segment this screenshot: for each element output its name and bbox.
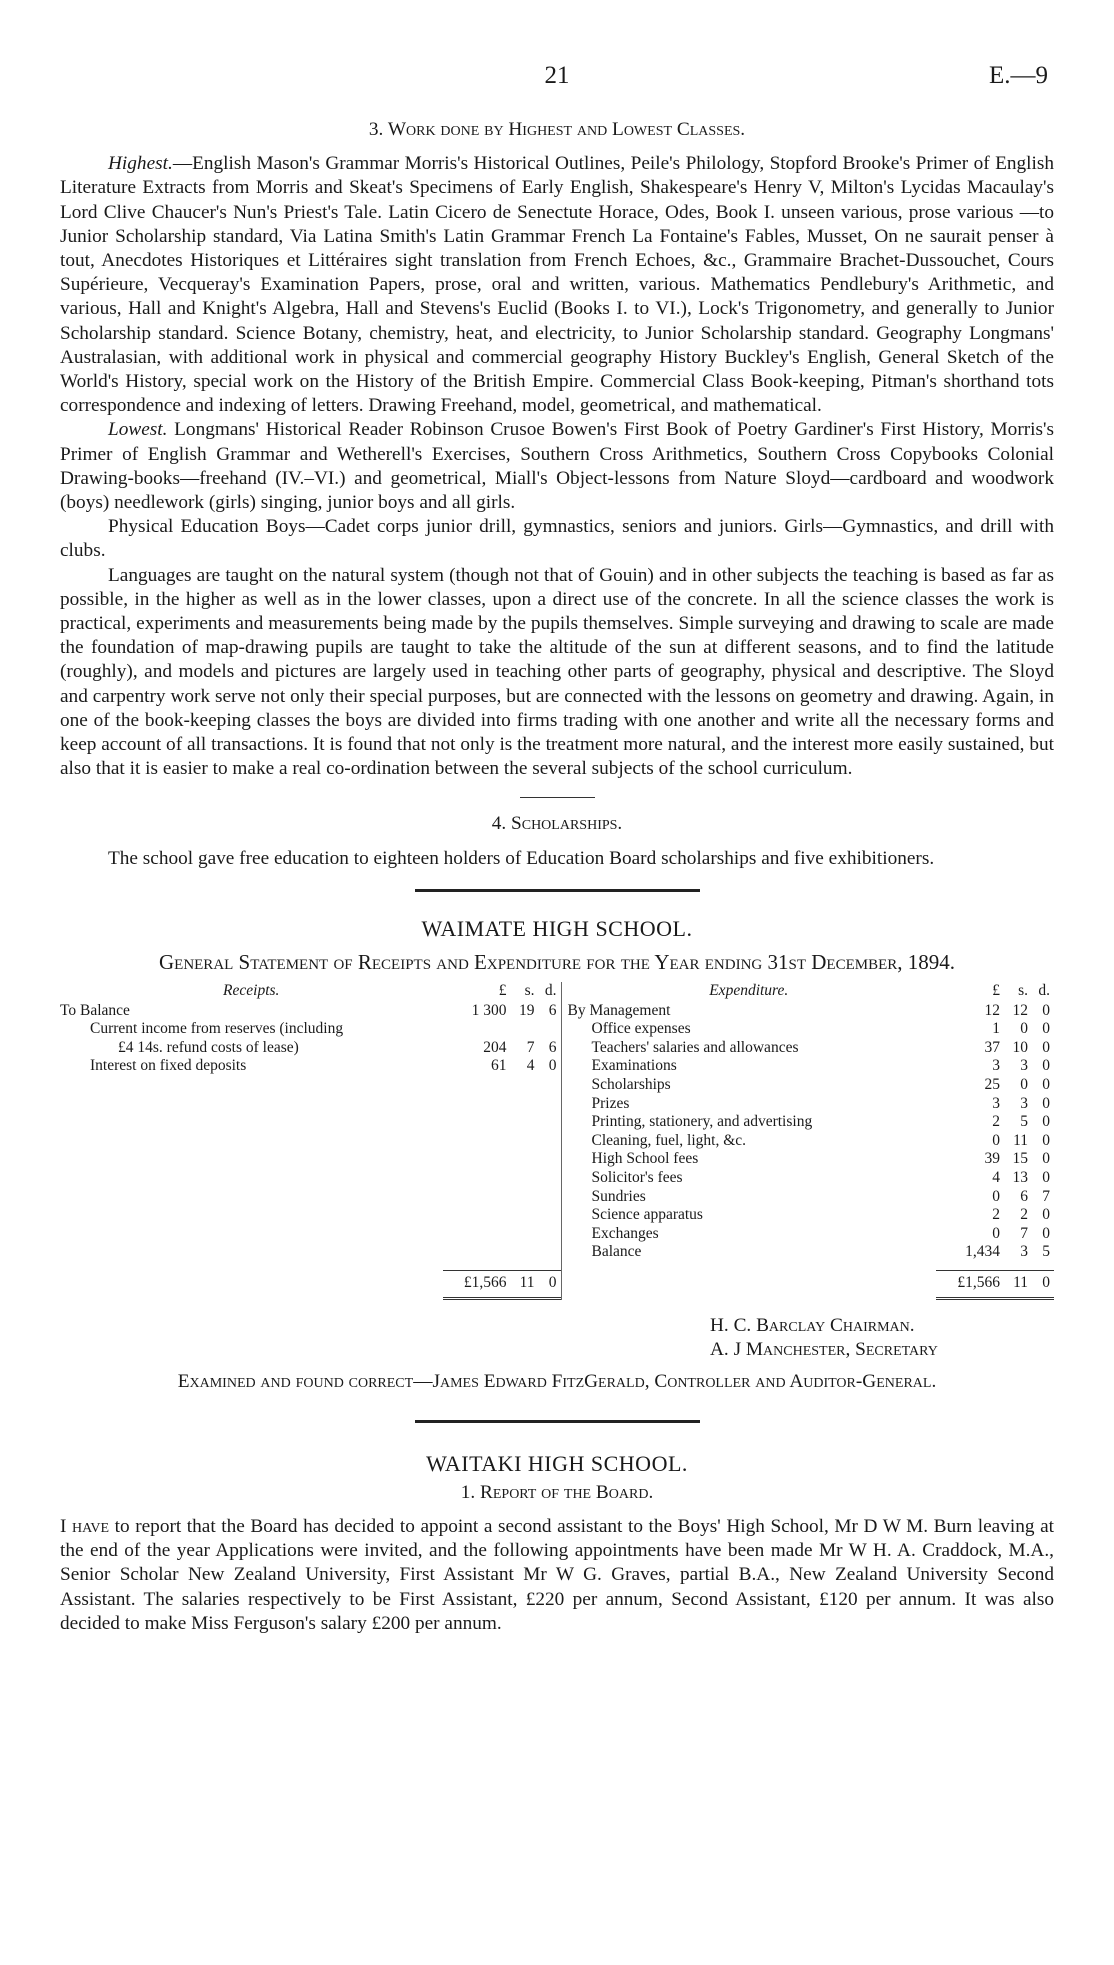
expenditure-row — [562, 1113, 1055, 1132]
expenditure-shilling: 12 — [1012, 1001, 1028, 1019]
receipt-shilling — [507, 1020, 535, 1039]
expenditure-pence: 0 — [1042, 1206, 1050, 1224]
expenditure-row — [562, 1095, 1055, 1114]
expenditure-desc: Balance — [591, 1243, 642, 1261]
receipts-column — [60, 982, 561, 1300]
pound-header: £ — [498, 982, 507, 1000]
expenditure-desc: Scholarships — [591, 1076, 671, 1094]
expenditure-amount — [936, 1188, 1054, 1207]
expenditure-desc: Exchanges — [591, 1224, 659, 1242]
expenditure-shilling: 0 — [1020, 1020, 1028, 1038]
expenditure-desc: Sundries — [591, 1187, 646, 1205]
page-header — [60, 62, 1054, 98]
receipt-row — [60, 1002, 561, 1021]
receipts-total-pence: 0 — [548, 1274, 557, 1291]
expenditure-row — [562, 1002, 1055, 1021]
receipt-amount — [443, 1039, 561, 1058]
receipt-row — [60, 1039, 561, 1058]
receipt-shilling: 4 — [526, 1057, 535, 1075]
expenditure-shilling: 2 — [1020, 1206, 1028, 1224]
receipt-desc: Interest on fixed deposits — [90, 1057, 247, 1075]
receipt-desc: To Balance — [60, 1001, 130, 1019]
expenditure-shilling: 15 — [1012, 1150, 1028, 1168]
scholarships-paragraph: The school gave free education to eighteen holders of Education Board scholarships and five exhibitioners. — [108, 847, 935, 869]
expenditure-shilling: 0 — [1020, 1076, 1028, 1094]
expenditure-shilling: 11 — [1013, 1131, 1028, 1149]
document-reference: E.—9 — [988, 62, 1048, 89]
waitaki-report-paragraph — [60, 1515, 1054, 1636]
expenditure-shilling: 3 — [1020, 1057, 1028, 1075]
expenditure-pence: 0 — [1042, 1150, 1050, 1168]
receipt-pound: 61 — [491, 1057, 507, 1075]
receipts-total-pound: £1,566 — [463, 1274, 507, 1291]
receipts-total-shilling: 11 — [519, 1274, 535, 1291]
expenditure-shilling: 7 — [1020, 1224, 1028, 1242]
receipt-amount — [443, 1057, 561, 1076]
expenditure-pound: 37 — [984, 1038, 1000, 1056]
expenditure-total — [936, 1270, 1054, 1293]
expenditure-pence: 7 — [1042, 1187, 1050, 1205]
expenditure-pence: 0 — [1042, 1057, 1050, 1075]
expenditure-pound: 12 — [984, 1001, 1000, 1019]
lowest-label: Lowest. — [108, 419, 168, 441]
signatures — [710, 1314, 1054, 1362]
expenditure-amount — [936, 1057, 1054, 1076]
expenditure-amount — [936, 1020, 1054, 1039]
expenditure-shilling: 5 — [1020, 1113, 1028, 1131]
expenditure-shilling: 10 — [1012, 1038, 1028, 1056]
page-number: 21 — [544, 62, 570, 89]
receipt-amount — [443, 1002, 561, 1021]
expenditure-pence: 0 — [1042, 1076, 1050, 1094]
shilling-header: s. — [1018, 982, 1028, 1000]
expenditure-row — [562, 1225, 1055, 1244]
secretary-signature: A. J Manchester, Secretary — [710, 1338, 938, 1360]
shilling-header: s. — [524, 982, 535, 1000]
expenditure-row — [562, 1169, 1055, 1188]
expenditure-shilling: 6 — [1020, 1187, 1028, 1205]
expenditure-header — [562, 982, 1055, 1001]
waimate-title: WAIMATE HIGH SCHOOL. — [421, 915, 693, 941]
receipt-desc: Current income from reserves (including — [90, 1020, 344, 1038]
expenditure-desc: Examinations — [591, 1057, 677, 1075]
expenditure-desc: Printing, stationery, and advertising — [591, 1113, 813, 1131]
receipts-total — [443, 1270, 561, 1293]
expenditure-pence: 0 — [1042, 1038, 1050, 1056]
expenditure-row — [562, 1039, 1055, 1058]
expenditure-pound: 2 — [992, 1113, 1000, 1131]
waitaki-title: WAITAKI HIGH SCHOOL. — [426, 1450, 688, 1476]
expenditure-row — [562, 1150, 1055, 1169]
highest-text: —English Mason's Grammar Morris's Historical Outlines, Peile's Philology, Stopford Brooke's Primer of English Literature Extracts from Morris and Skeat's Specimens of Early English, Shakespeare's Henry V, Milton's Lycidas Macaulay's Lord Clive Chaucer's Nun's Priest's Tale. Latin Cicero de Senectute Horace, Odes, Book I. unseen various, prose various —to Junior Scholarship standard, Via Latina Smith's Latin Grammar French La Fontaine's Fables, Musset, On ne saurait penser à tout, Anecdotes Historiques et Littéraires sight translation from French Echoes, &c., Grammaire Brachet-Dussouchet, Cours Supérieure, Vecqueray's Examination Papers, prose, oral and written, various. Mathematics Pendlebury's Arithmetic, and various, Hall and Knight's Algebra, Hall and Stevens's Euclid (Books I. to VI.), Lock's Trigonometry, and generally to Junior Scholarship standard. Science Botany, chemistry, heat, and electricity, to Junior Scholarship standard. Geography Longmans' Australasian, with additional work in physical and commercial geography History Buckley's English, General Sketch of the World's History, special work on the History of the British Empire. Commercial Class Book-keeping, Pitman's shorthand tots correspondence and indexing of letters. Drawing Freehand, model, geometrical, and mathematical. — [60, 153, 1054, 417]
receipt-pence: 6 — [548, 1001, 557, 1019]
expenditure-desc: Science apparatus — [591, 1206, 703, 1224]
languages-paragraph: Languages are taught on the natural system (though not that of Gouin) and in other subjects the teaching is based as far as possible, in the higher as well as in the lower classes, upon a direct use of the concrete. In all the science classes the work is practical, experiments and measurements being made by the pupils themselves. Simple surveying and drawing to scale are made the foundation of map-drawing pupils are taught to take the altitude of the sun at different seasons, and to find the latitude (roughly), and models and pictures are largely used in teaching other parts of geography, physical and descriptive. The Sloyd and carpentry work serve not only their special purposes, but are connected with the lessons on geometry and drawing. Again, in one of the book-keeping classes the boys are divided into firms trading with one another and write all the necessary forms and keep account of all transactions. It is found that not only is the treatment more natural, and the interest more easily sustained, but also that it is easier to make a real co-ordination between the several subjects of the school curriculum. — [60, 564, 1054, 780]
expenditure-row — [562, 1132, 1055, 1151]
waimate-statement-title: General Statement of Receipts and Expenditure for the Year ending 31st December, 1894. — [158, 949, 955, 974]
expenditure-total-pound: £1,566 — [957, 1274, 1000, 1291]
receipt-pound: 1 300 — [471, 1001, 507, 1019]
expenditure-pence: 0 — [1042, 1169, 1050, 1187]
receipts-header — [60, 982, 561, 1001]
expenditure-pence: 0 — [1042, 1224, 1050, 1242]
expenditure-row — [562, 1243, 1055, 1262]
expenditure-row — [562, 1188, 1055, 1207]
expenditure-pence: 0 — [1042, 1094, 1050, 1112]
expenditure-desc: By Management — [567, 1001, 671, 1019]
receipt-amount — [443, 1020, 561, 1039]
expenditure-pound: 1 — [992, 1020, 1000, 1038]
expenditure-desc: Teachers' salaries and allowances — [591, 1038, 799, 1056]
expenditure-total-underline — [936, 1295, 1054, 1300]
pence-header: d. — [1038, 982, 1050, 1000]
highest-paragraph — [60, 152, 1054, 418]
receipt-shilling: 19 — [519, 1001, 535, 1019]
receipt-pence — [535, 1020, 561, 1039]
receipt-pound: 204 — [483, 1038, 507, 1056]
expenditure-pence: 0 — [1042, 1131, 1050, 1149]
expenditure-lsd-header — [936, 982, 1054, 1001]
expenditure-amount — [936, 1206, 1054, 1225]
expenditure-pound: 2 — [992, 1206, 1000, 1224]
expenditure-total-shilling: 11 — [1013, 1274, 1028, 1291]
expenditure-desc: Solicitor's fees — [591, 1169, 683, 1187]
receipt-pence: 0 — [548, 1057, 557, 1075]
expenditure-column — [561, 982, 1055, 1300]
expenditure-pound: 0 — [992, 1224, 1000, 1242]
expenditure-shilling: 3 — [1020, 1243, 1028, 1261]
receipt-pence: 6 — [548, 1038, 557, 1056]
receipt-desc: £4 14s. refund costs of lease) — [118, 1038, 299, 1056]
expenditure-amount — [936, 1076, 1054, 1095]
expenditure-pound: 3 — [992, 1057, 1000, 1075]
expenditure-pence: 0 — [1042, 1001, 1050, 1019]
page-content — [60, 118, 1054, 1636]
expenditure-amount — [936, 1132, 1054, 1151]
expenditure-row — [562, 1020, 1055, 1039]
section-4-heading: 4. Scholarships. — [491, 813, 623, 835]
chairman-signature: H. C. Barclay Chairman. — [710, 1314, 915, 1336]
lowest-text: Longmans' Historical Reader Robinson Crusoe Bowen's First Book of Poetry Gardiner's First History, Morris's Primer of English Grammar and Wetherell's Exercises, Southern Cross Arithmetics, Southern Cross Copybooks Colonial Drawing-books—freehand (IV.–VI.) and geometrical, Miall's Object-lessons from Nature Sloyd—cardboard and woodwork (boys) needlework (girls) singing, junior boys and all girls. — [60, 419, 1054, 514]
auditor-statement: Examined and found correct—James Edward FitzGerald, Controller and Auditor-General. — [177, 1370, 937, 1392]
expenditure-total-pence: 0 — [1042, 1274, 1050, 1291]
receipt-pound — [443, 1020, 507, 1039]
expenditure-amount — [936, 1243, 1054, 1262]
receipt-row — [60, 1020, 561, 1039]
expenditure-amount — [936, 1150, 1054, 1169]
physical-education-paragraph: Physical Education Boys—Cadet corps junior drill, gymnastics, seniors and juniors. Girls—Gymnastics, and drill with clubs. — [60, 516, 1054, 562]
expenditure-desc: High School fees — [591, 1150, 699, 1168]
expenditure-amount — [936, 1095, 1054, 1114]
section-divider — [520, 797, 595, 798]
expenditure-desc: Office expenses — [591, 1020, 691, 1038]
section-3-heading: 3. Work done by Highest and Lowest Classes. — [368, 119, 746, 140]
receipts-total-underline — [443, 1295, 561, 1300]
pence-header: d. — [544, 982, 557, 1000]
expenditure-amount — [936, 1039, 1054, 1058]
expenditure-amount — [936, 1225, 1054, 1244]
expenditure-pound: 0 — [992, 1131, 1000, 1149]
receipts-lsd-header — [443, 982, 561, 1001]
heavy-divider — [415, 1420, 700, 1423]
expenditure-pound: 1,434 — [965, 1243, 1000, 1261]
waitaki-lead-in: I have — [60, 1516, 110, 1537]
expenditure-row — [562, 1206, 1055, 1225]
expenditure-rows — [562, 1002, 1055, 1262]
receipt-shilling: 7 — [526, 1038, 535, 1056]
expenditure-pound: 4 — [992, 1169, 1000, 1187]
pound-header: £ — [992, 982, 1000, 1000]
accounts-table — [60, 982, 1054, 1300]
lowest-paragraph — [60, 418, 1054, 515]
expenditure-pound: 25 — [984, 1076, 1000, 1094]
expenditure-amount — [936, 1002, 1054, 1021]
heavy-divider — [415, 889, 700, 892]
expenditure-total-row — [562, 1270, 1055, 1293]
expenditure-desc: Prizes — [591, 1094, 630, 1112]
expenditure-pound: 3 — [992, 1094, 1000, 1112]
waitaki-subheading: 1. Report of the Board. — [460, 1481, 654, 1503]
expenditure-desc: Cleaning, fuel, light, &c. — [591, 1131, 747, 1149]
receipts-heading: Receipts. — [223, 982, 280, 1000]
receipt-row — [60, 1057, 561, 1076]
expenditure-row — [562, 1076, 1055, 1095]
expenditure-pound: 0 — [992, 1187, 1000, 1205]
expenditure-shilling: 13 — [1012, 1169, 1028, 1187]
waitaki-report-text: to report that the Board has decided to appoint a second assistant to the Boys' High School, Mr D W M. Burn leaving at the end of the year Applications were invited, and the following appointments have been made Mr W H. A. Craddock, M.A., Senior Scholar New Zealand University, First Assistant Mr W G. Graves, partial B.A., New Zealand University Second Assistant. The salaries respectively to be First Assistant, £220 per annum, Second Assistant, £120 per annum. It was also decided to make Miss Ferguson's salary £200 per annum. — [60, 1516, 1054, 1634]
expenditure-amount — [936, 1169, 1054, 1188]
expenditure-row — [562, 1057, 1055, 1076]
expenditure-pence: 5 — [1042, 1243, 1050, 1261]
receipts-total-row — [60, 1270, 561, 1293]
highest-label: Highest. — [108, 153, 173, 175]
expenditure-pound: 39 — [984, 1150, 1000, 1168]
expenditure-heading: Expenditure. — [709, 982, 789, 1000]
expenditure-amount — [936, 1113, 1054, 1132]
expenditure-shilling: 3 — [1020, 1094, 1028, 1112]
expenditure-pence: 0 — [1042, 1113, 1050, 1131]
expenditure-pence: 0 — [1042, 1020, 1050, 1038]
